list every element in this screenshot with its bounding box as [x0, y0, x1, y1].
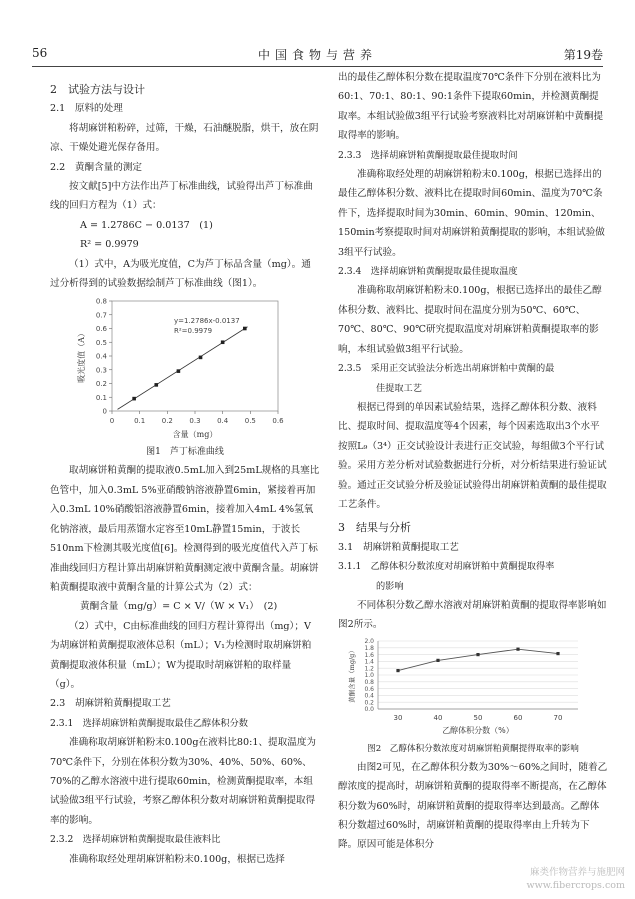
y-tick-label: 0.2 [364, 699, 374, 707]
watermark-line-2: www.fibercrops.com [526, 880, 625, 891]
y-tick-label: 1.4 [364, 658, 374, 666]
continued-paragraph: 出的最佳乙醇体积分数在提取温度70℃条件下分别在液料比为60:1、70:1、80:1、90:1条件下提取60min，并检测黄酮提取率。本组试验做3组平行试验考察液料比对胡麻饼粕中黄酮提取得率的影响。 [338, 72, 604, 142]
x-tick-label: 30 [393, 713, 403, 722]
section-2-3-3-text: 准确称取经处理的胡麻饼粕粉末0.100g，根据已选择出的最佳乙醇体积分数、液料比在提取时间60min、温度为70℃条件下，选择提取时间为30min、60min、90min、120min、150min考察提取时间对胡麻饼粕黄酮提取的影响，本组试验做3组平行试验。 [338, 169, 605, 258]
x-tick-label: 70 [553, 713, 563, 722]
x-axis-label: 乙醇体积分数（%） [442, 725, 514, 735]
journal-title: 中国食物与营养 [257, 48, 377, 62]
y-axis-label: 黄酮含量（mg/g） [348, 646, 356, 703]
y-tick-label: 1.6 [364, 651, 374, 659]
y-tick-label: 0.0 [364, 705, 374, 713]
section-2-3-5-text: 根据已得到的单因素试验结果，选择乙醇体积分数、液料比、提取时间、提取温度等4个因素，每个因素选取出3个水平按照L₉（3⁴）正交试验设计表进行正交试验，每组做3个平行试验。采用方差分析对试验数据进行分析，对分析结果进行验证试验。通过正交试验分析及验证试验得出胡麻饼粕黄酮的最佳提取工艺条件。 [338, 401, 607, 510]
y-tick-label: 0.1 [95, 394, 107, 403]
figure-2-caption: 图2 乙醇体积分数浓度对胡麻饼粕黄酮提得取率的影响 [367, 743, 579, 754]
section-3-1-1-title-a: 3.1.1 乙醇体积分数浓度对胡麻饼粕中黄酮提取得率 [338, 561, 555, 573]
data-point [243, 327, 247, 331]
section-2-3-5-title-a: 2.3.5 采用正交试验法分析选出胡麻饼粕中黄酮的最 [338, 363, 555, 375]
x-tick-label: 0.5 [244, 417, 256, 426]
y-tick-label: 0.4 [364, 692, 374, 700]
y-tick-label: 2.0 [364, 637, 374, 645]
equation-2: 黄酮含量（mg/g）= C × V/（W × V₁） (2) [80, 601, 278, 613]
data-point [556, 652, 559, 655]
section-2-1-title: 2.1 原料的处理 [50, 103, 123, 115]
results-paragraph: 由图2可见，在乙醇体积分数为30%～60%之间时，随着乙醇浓度的提高时，胡麻饼粕黄酮的提取得率不断提高，在乙醇体积分数为60%时，胡麻饼粕黄酮的提取得率达到最高。乙醇体积分数超过60%时，胡麻饼粕黄酮的提取得率由上升转为下降。原因可能是体积分 [338, 761, 608, 851]
y-tick-label: 0.4 [95, 352, 107, 361]
watermark-line-1: 麻类作物营养与施肥网 [529, 867, 625, 878]
page-number: 56 [32, 46, 48, 60]
data-point [436, 659, 439, 662]
x-tick-label: 0.1 [134, 417, 146, 426]
trend-line [118, 327, 248, 410]
x-tick-label: 0.3 [189, 417, 201, 426]
equation-2-explanation: （2）式中，C由标准曲线的回归方程计算得出（mg）；V为胡麻饼粕黄酮提取液体总积（mL）；V₁为检测时取胡麻饼粕黄酮提取液体积量（mL）；W为提取时胡麻饼粕的取样量（g）。 [50, 620, 312, 690]
x-tick-label: 40 [433, 713, 443, 722]
y-tick-label: 0.8 [95, 297, 107, 306]
section-3-1-title: 3.1 胡麻饼粕黄酮提取工艺 [338, 541, 459, 553]
x-tick-label: 50 [473, 713, 483, 722]
r2-annotation: R²=0.9979 [174, 327, 213, 336]
section-2-3-3-title: 2.3.3 选择胡麻饼粕黄酮提取最佳提取时间 [338, 149, 518, 161]
volume-label: 第19卷 [563, 48, 603, 62]
figure-1-caption: 图1 芦丁标准曲线 [146, 447, 224, 458]
section-2-3-2-text: 准确称取经处理胡麻饼粕粉末0.100g，根据已选择 [69, 853, 285, 865]
x-axis-label: 含量（mg） [172, 430, 218, 440]
y-axis-label: 吸光度值（A） [77, 329, 86, 384]
series-line [398, 649, 558, 670]
left-column [50, 80, 320, 869]
section-2-3-title: 2.3 胡麻饼粕黄酮提取工艺 [50, 698, 171, 710]
right-column [338, 68, 608, 855]
y-tick-label: 0.2 [95, 380, 107, 389]
x-tick-label: 0.6 [272, 417, 284, 426]
section-2-3-1-text: 准确称取胡麻饼粕粉末0.100g在液料比80:1、提取温度为70℃条件下，分别在体积分数为30%、40%、50%、60%、70%的乙醇水溶液中进行提取60min，检测黄酮提取率，本组试验做3组平行试验，考察乙醇体积分数对胡麻饼粕黄酮提取得率的影响。 [50, 737, 317, 826]
section-2-3-4-text: 准确称取胡麻饼粕粉末0.100g，根据已选择出的最佳乙醇体积分数、液料比、提取时间在温度分别为50℃、60℃、70℃、80℃、90℃研究提取温度对胡麻饼粕黄酮提取率的影响，本组试验做3组平行试验。 [338, 285, 602, 355]
section-2-1-text: 将胡麻饼粕粉碎，过筛，干燥，石油醚脱脂，烘干，放在阴凉、干燥处避光保存备用。 [50, 122, 319, 154]
data-point [221, 341, 225, 345]
extraction-paragraph: 取胡麻饼粕黄酮的提取液0.5mL加入到25mL规格的具塞比色管中，加入0.3mL 5%亚硝酸钠溶液静置6min，紧接着再加入0.3mL 10%硝酸铝溶液静置6min，接着加入4mL 4%氢氧化钠溶液，最后用蒸馏水定容至10mL静置15min，于波长510nm下检测其吸光度值[6]。检测得到的吸光度值代入芦丁标准曲线回归方程计算出胡麻饼粕黄酮测定液中黄酮含量。胡麻饼粕黄酮提取液中黄酮含量的计算公式为（2）式： [50, 465, 320, 593]
section-2-3-1-title: 2.3.1 选择胡麻饼粕黄酮提取最佳乙醇体积分数 [50, 717, 248, 729]
y-tick-label: 1.2 [364, 665, 374, 673]
data-point [177, 370, 181, 374]
data-point [132, 397, 136, 401]
section-2-3-4-title: 2.3.4 选择胡麻饼粕黄酮提取最佳提取温度 [338, 266, 518, 278]
figure-1 [50, 293, 320, 461]
data-point [199, 356, 203, 360]
section-2-3-5-title-b: 佳提取工艺 [376, 382, 422, 394]
x-tick-label: 0.4 [217, 417, 229, 426]
y-tick-label: 0.6 [95, 325, 107, 334]
figure-2-chart [338, 635, 608, 740]
header-rule [32, 66, 603, 67]
equation-annotation: y=1.2786x-0.0137 [174, 317, 240, 326]
y-tick-label: 1.0 [364, 671, 374, 679]
section-2-2-text-2: （1）式中，A为吸光度值，C为芦丁标品含量（mg）。通过分析得到的试验数据绘制芦丁标准曲线（图1）。 [50, 258, 311, 290]
equation-1: A = 1.2786C − 0.0137 (1) [80, 219, 213, 231]
data-point [396, 669, 399, 672]
section-3-1-1-text: 不同体积分数乙醇水溶液对胡麻饼粕黄酮的提取得率影响如图2所示。 [338, 599, 607, 631]
y-tick-label: 0 [102, 407, 107, 416]
y-tick-label: 0.3 [95, 366, 107, 375]
figure-1-chart [50, 293, 320, 443]
y-tick-label: 0.6 [364, 685, 374, 693]
section-2-2-text: 按文献[5]中方法作出芦丁标准曲线，试验得出芦丁标准曲线的回归方程为（1）式： [50, 181, 313, 212]
section-2-title: 2 试验方法与设计 [50, 83, 145, 96]
data-point [476, 653, 479, 656]
data-point [154, 384, 158, 388]
x-tick-label: 0 [109, 417, 115, 426]
section-3-title: 3 结果与分析 [338, 521, 411, 535]
y-tick-label: 1.8 [364, 644, 374, 652]
equation-1-r2: R² = 0.9979 [80, 239, 139, 251]
x-tick-label: 60 [513, 713, 523, 722]
x-tick-label: 0.2 [161, 417, 173, 426]
figure-2 [338, 635, 608, 758]
data-point [516, 647, 519, 650]
section-3-1-1-title-b: 的影响 [376, 580, 404, 592]
watermark [527, 866, 625, 892]
y-tick-label: 0.5 [95, 339, 107, 348]
section-2-3-2-title: 2.3.2 选择胡麻饼粕黄酮提取最佳液料比 [50, 834, 221, 846]
y-tick-label: 0.7 [95, 311, 107, 320]
section-2-2-title: 2.2 黄酮含量的测定 [50, 161, 143, 173]
y-tick-label: 0.8 [364, 678, 374, 686]
